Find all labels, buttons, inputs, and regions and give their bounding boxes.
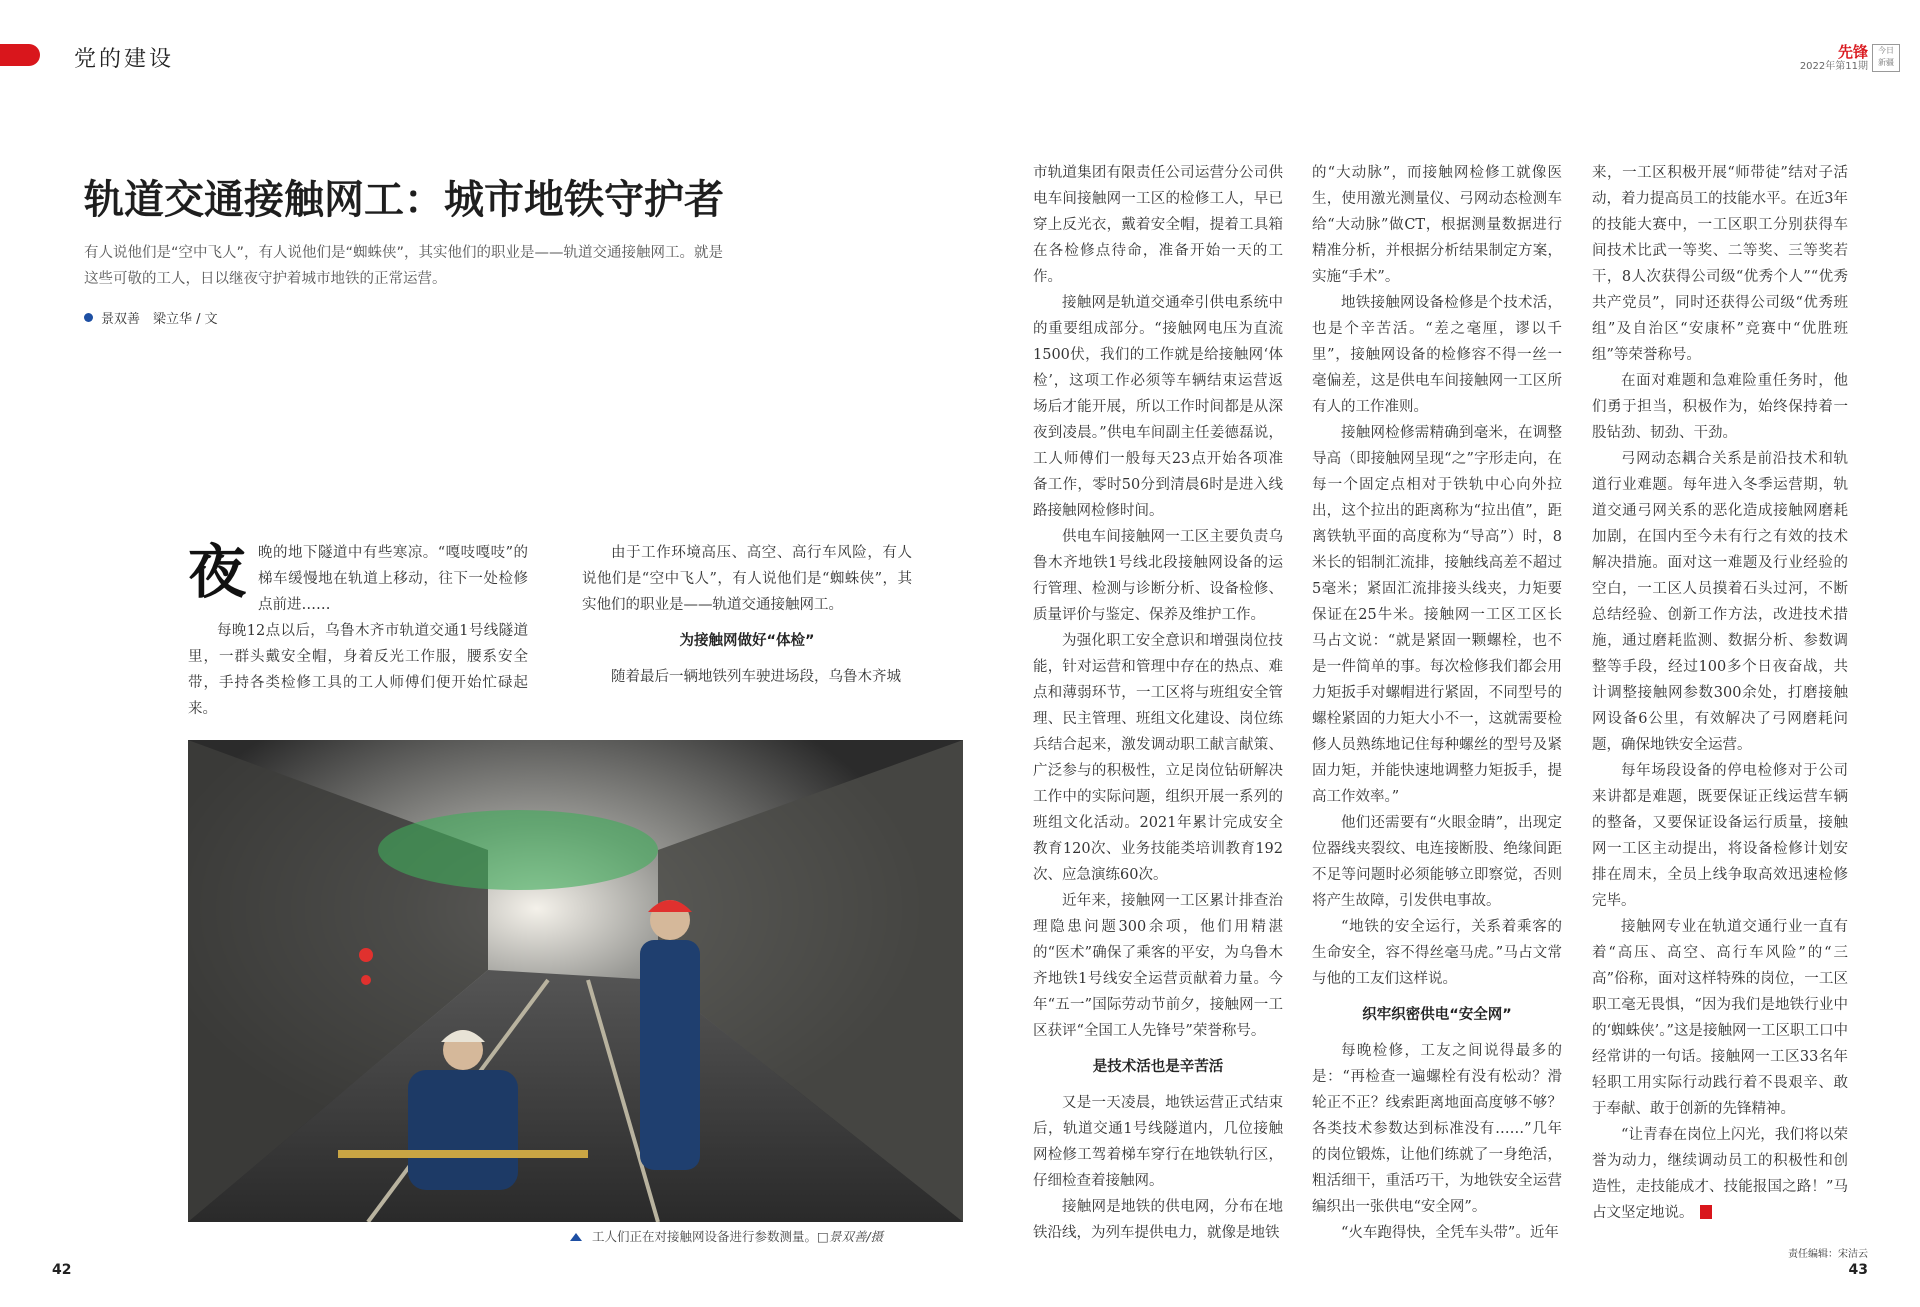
subheading: 为接触网做好“体检” — [679, 633, 815, 649]
section-title: 党的建设 — [74, 47, 175, 72]
paragraph: 弓网动态耦合关系是前沿技术和轨道行业难题。每年进入冬季运营期，轨道交通弓网关系的恶化造成接触网磨耗加剧，在国内至今未有行之有效的技术解决措施。面对这一难题及行业经验的空白，一工区人员摸着石头过河，不断总结经验、创新工作方法，改进技术措施，通过磨耗监测、数据分析、参数调整等手段，经过100多个日夜奋战，共计调整接触网参数300余处，打磨接触网设备6公里，有效解决了弓网磨耗问题，确保地铁安全运营。 — [1592, 451, 1848, 753]
brand-name: 先锋 — [1837, 43, 1868, 61]
subheading: 织牢织密供电“安全网” — [1362, 1007, 1512, 1023]
paragraph: 在面对难题和急难险重任务时，他们勇于担当，积极作为，始终保持着一股钻劲、韧劲、干劲。 — [1592, 373, 1848, 441]
paragraph: 接触网是轨道交通牵引供电系统中的重要组成部分。“接触网电压为直流1500伏，我们的工作就是给接触网‘体检’，这项工作必须等车辆结束运营返场后才能开展，所以工作时间都是从深夜到凌晨。”供电车间副主任姜德磊说，工人师傅们一般每天23点开始各项准备工作，零时50分到清晨6时是进入线路接触网检修时间。 — [1033, 295, 1283, 519]
bullet-icon — [84, 313, 93, 322]
article-end-icon — [1700, 1205, 1712, 1219]
photo-workers-in-tunnel — [188, 740, 963, 1222]
text-column-2 — [582, 540, 912, 690]
paragraph: 每晚检修，工友之间说得最多的是：“再检查一遍螺栓有没有松动？滑轮正不正？线索距离地面高度够不够？各类技术参数达到标准没有……”几年的岗位锻炼，让他们练就了一身绝活，粗活细干，重活巧干，为地铁安全运营编织出一张供电“安全网”。 — [1312, 1043, 1562, 1215]
paragraph: 随着最后一辆地铁列车驶进场段，乌鲁木齐城 — [611, 669, 901, 685]
paragraph: 来，一工区积极开展“师带徒”结对子活动，着力提高员工的技能水平。在近3年的技能大赛中，一工区职工分别获得车间技术比武一等奖、二等奖、三等奖若干，8人次获得公司级“优秀个人”“优秀共产党员”，同时还获得公司级“优秀班组”及自治区“安康杯”竞赛中“优胜班组”等荣誉称号。 — [1592, 165, 1848, 363]
subheading: 是技术活也是辛苦活 — [1092, 1059, 1224, 1075]
author-names: 景双善 梁立华 / 文 — [101, 312, 218, 327]
text-column-1 — [188, 540, 528, 722]
paragraph: 由于工作环境高压、高空、高行车风险，有人说他们是“空中飞人”，有人说他们是“蜘蛛侠”，其实他们的职业是——轨道交通接触网工。 — [582, 545, 912, 613]
paragraph: 每晚12点以后，乌鲁木齐市轨道交通1号线隧道里，一群头戴安全帽，身着反光工作服，腰系安全带，手持各类检修工具的工人师傅们便开始忙碌起来。 — [188, 623, 528, 717]
paragraph: “火车跑得快，全凭车头带”。近年 — [1341, 1225, 1559, 1241]
text-column-3 — [1033, 160, 1283, 1246]
photo-credit: □景双善/摄 — [817, 1229, 884, 1244]
paragraph: 的“大动脉”，而接触网检修工就像医生，使用激光测量仪、弓网动态检测车给“大动脉”做CT，根据测量数据进行精准分析，并根据分析结果制定方案，实施“手术”。 — [1312, 165, 1562, 285]
paragraph: 为强化职工安全意识和增强岗位技能，针对运营和管理中存在的热点、难点和薄弱环节，一工区将与班组安全管理、民主管理、班组文化建设、岗位练兵结合起来，激发调动职工献言献策、广泛参与的积极性，立足岗位钻研解决工作中的实际问题，组织开展一系列的班组文化活动。2021年累计完成安全教育120次、业务技能类培训教育192次、应急演练60次。 — [1033, 633, 1283, 883]
byline — [84, 308, 218, 327]
article-title: 轨道交通接触网工：城市地铁守护者 — [84, 177, 724, 223]
photo-caption — [570, 1227, 883, 1245]
paragraph: 又是一天凌晨，地铁运营正式结束后，轨道交通1号线隧道内，几位接触网检修工驾着梯车穿行在地铁轨行区，仔细检查着接触网。 — [1033, 1095, 1283, 1189]
paragraph: 市轨道集团有限责任公司运营分公司供电车间接触网一工区的检修工人，早已穿上反光衣，戴着安全帽，提着工具箱在各检修点待命，准备开始一天的工作。 — [1033, 165, 1283, 285]
paragraph: 接触网检修需精确到毫米，在调整导高（即接触网呈现“之”字形走向，在每一个固定点相对于铁轨中心向外拉出，这个拉出的距离称为“拉出值”，距离铁轨平面的高度称为“导高”）时，8米长的铝制汇流排，接触线高差不超过5毫米；紧固汇流排接头线夹，力矩要保证在25牛米。接触网一工区工区长马占文说：“就是紧固一颗螺栓，也不是一件简单的事。每次检修我们都会用力矩扳手对螺帽进行紧固，不同型号的螺栓紧固的力矩大小不一，这就需要检修人员熟练地记住每种螺丝的型号及紧固力矩，并能快速地调整力矩扳手，提高工作效率。” — [1312, 425, 1562, 805]
caption-text: 工人们正在对接触网设备进行参数测量。 — [592, 1229, 818, 1244]
page-number-right: 43 — [1848, 1262, 1868, 1278]
paragraph: 近年来，接触网一工区累计排查治理隐患问题300余项，他们用精湛的“医术”确保了乘客的平安，为乌鲁木齐地铁1号线安全运营贡献着力量。今年“五一”国际劳动节前夕，接触网一工区获评“全国工人先锋号”荣誉称号。 — [1033, 893, 1283, 1039]
paragraph: 每年场段设备的停电检修对于公司来讲都是难题，既要保证正线运营车辆的整备，又要保证设备运行质量，接触网一工区主动提出，将设备检修计划安排在周末，全员上线争取高效迅速检修完毕。 — [1592, 763, 1848, 909]
caption-triangle-icon — [570, 1233, 582, 1241]
editor-credit: 责任编辑：宋洁云 — [1788, 1249, 1868, 1260]
brand-logo-box: 今日 新疆 — [1872, 44, 1900, 72]
page-number-left: 42 — [52, 1262, 72, 1278]
paragraph: 夜晚的地下隧道中有些寒凉。“嘎吱嘎吱”的梯车缓慢地在轨道上移动，往下一处检修点前进…… — [188, 538, 528, 613]
section-marker — [0, 44, 40, 66]
paragraph: 他们还需要有“火眼金睛”，出现定位器线夹裂纹、电连接断股、绝缘间距不足等问题时必须能够立即察觉，否则将产生故障，引发供电事故。 — [1312, 815, 1562, 909]
paragraph: “让青春在岗位上闪光，我们将以荣誉为动力，继续调动员工的积极性和创造性，走技能成才、技能报国之路！”马占文坚定地说。 — [1592, 1127, 1848, 1221]
paragraph: 接触网是地铁的供电网，分布在地铁沿线，为列车提供电力，就像是地铁 — [1033, 1199, 1283, 1241]
article-lead: 有人说他们是“空中飞人”，有人说他们是“蜘蛛侠”，其实他们的职业是——轨道交通接触网工。就是这些可敬的工人，日以继夜守护着城市地铁的正常运营。 — [84, 245, 724, 287]
tunnel-photo-illustration — [188, 740, 963, 1222]
magazine-brand — [1800, 44, 1868, 72]
paragraph: “地铁的安全运行，关系着乘客的生命安全，容不得丝毫马虎。”马占文常与他的工友们这样说。 — [1312, 919, 1562, 987]
paragraph: 接触网专业在轨道交通行业一直有着“高压、高空、高行车风险”的“三高”俗称，面对这样特殊的岗位，一工区职工毫无畏惧，“因为我们是地铁行业中的‘蜘蛛侠’。”这是接触网一工区职工口中经常讲的一句话。接触网一工区33名年轻职工用实际行动践行着不畏艰辛、敢于奉献、敢于创新的先锋精神。 — [1592, 919, 1848, 1117]
text-column-5 — [1592, 160, 1848, 1226]
paragraph: 供电车间接触网一工区主要负责乌鲁木齐地铁1号线北段接触网设备的运行管理、检测与诊断分析、设备检修、质量评价与鉴定、保养及维护工作。 — [1033, 529, 1283, 623]
paragraph: 地铁接触网设备检修是个技术活，也是个辛苦活。“差之毫厘，谬以千里”，接触网设备的检修容不得一丝一毫偏差，这是供电车间接触网一工区所有人的工作准则。 — [1312, 295, 1562, 415]
issue-number: 2022年第11期 — [1799, 60, 1868, 72]
text-column-4 — [1312, 160, 1562, 1246]
drop-cap: 夜 — [188, 538, 247, 606]
